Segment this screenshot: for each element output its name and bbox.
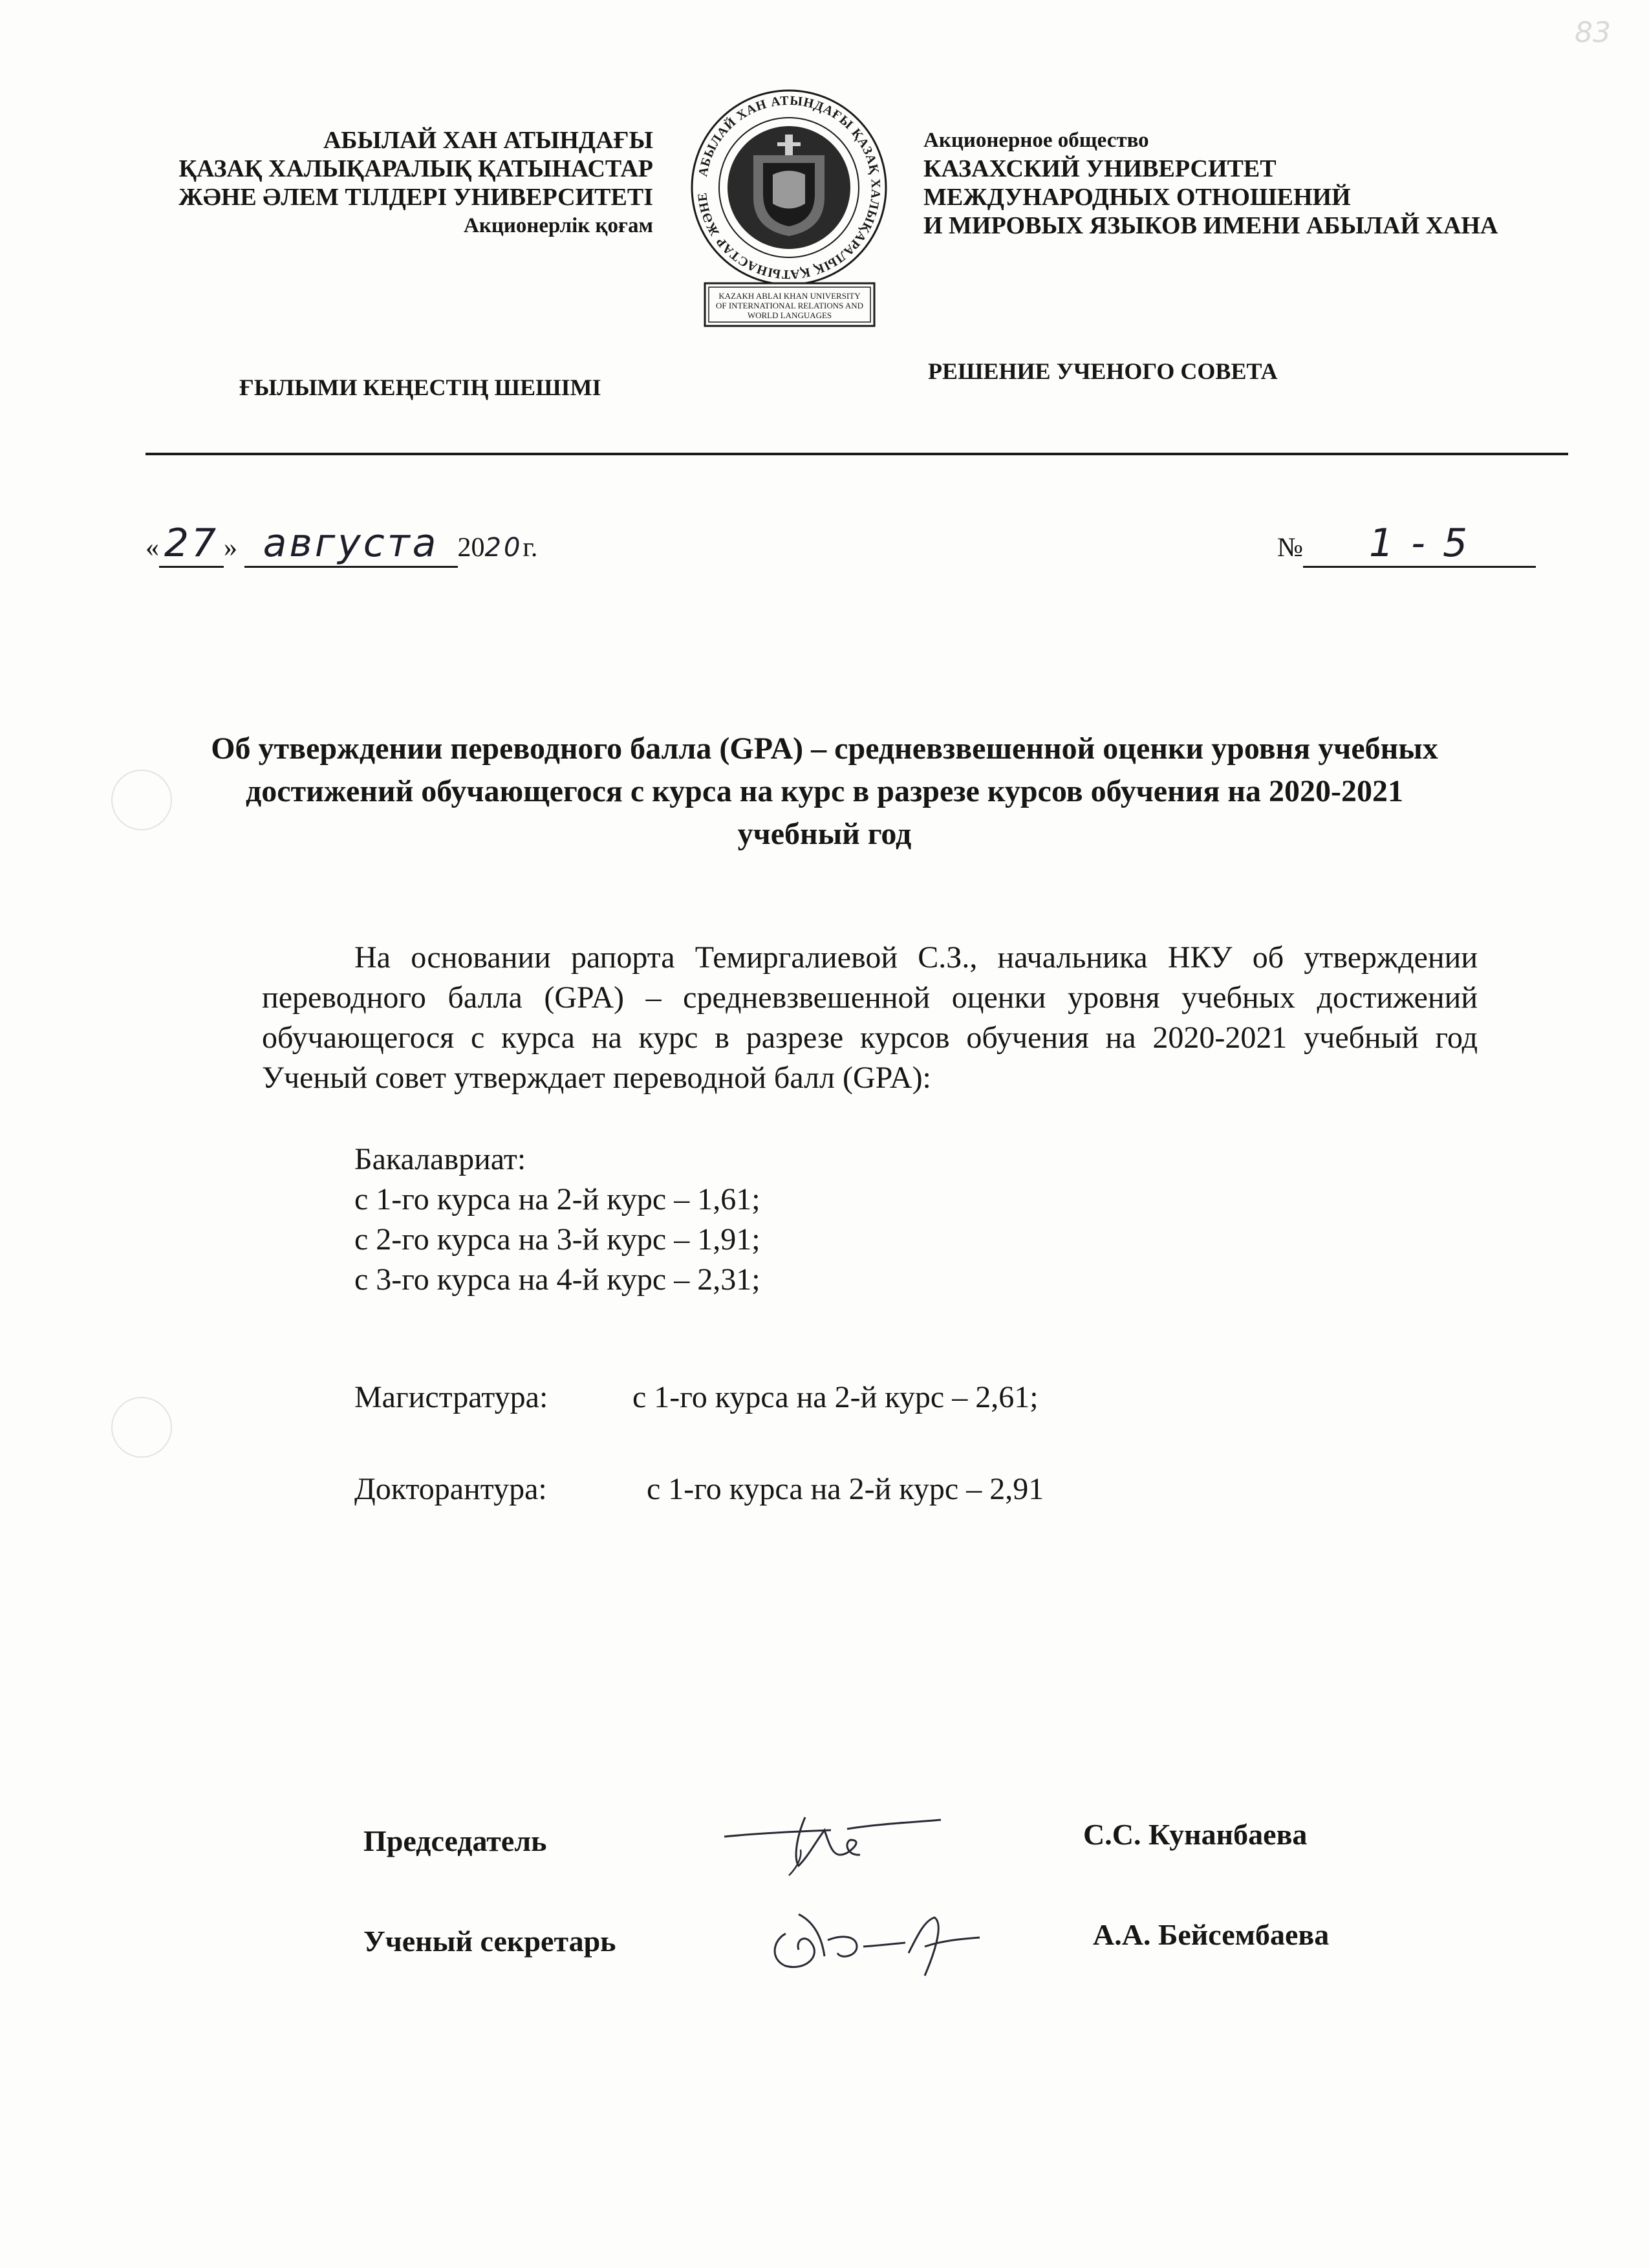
- document-date: « 27 » августа 2020г.: [146, 521, 537, 566]
- date-day: 27: [164, 521, 219, 566]
- handwritten-signature-chair: [718, 1804, 951, 1882]
- header-ru-line: И МИРОВЫХ ЯЗЫКОВ ИМЕНИ АБЫЛАЙ ХАНА: [923, 212, 1498, 239]
- date-year-end: г.: [523, 533, 538, 563]
- date-month: августа: [263, 521, 439, 566]
- date-year-prefix: 20: [457, 533, 485, 563]
- header-ru: [923, 126, 1602, 240]
- date-year-suffix: 20: [484, 533, 523, 563]
- doctoral-row: [354, 1469, 1044, 1509]
- header-ru-type: Акционерное общество: [923, 129, 1149, 152]
- document-number: [1277, 521, 1536, 568]
- signature-name-secretary: А.А. Бейсембаева: [1093, 1918, 1330, 1951]
- master-value: с 1-го курса на 2-й курс – 2,61;: [632, 1380, 1039, 1414]
- header-ru-line: МЕЖДУНАРОДНЫХ ОТНОШЕНИЙ: [923, 184, 1351, 211]
- signature-role-secretary: Ученый секретарь: [363, 1925, 616, 1958]
- body-paragraph: На основании рапорта Темиргалиевой С.З., начальника НКУ об утверждении переводного балла (GPA) – средневзвешенной оценки уровня учебных достижений обучающегося с курса на курс в разрезе курсов обучения на 2020-2021 учебный год Ученый совет утверждает переводной балл (GPA):: [262, 940, 1478, 1095]
- number-label: №: [1277, 533, 1304, 563]
- signature-name-chair: С.С. Кунанбаева: [1083, 1818, 1308, 1851]
- punch-hole: [111, 1397, 172, 1458]
- signature-role-chair: Председатель: [363, 1824, 547, 1857]
- header-kz-line: ҚАЗАҚ ХАЛЫҚАРАЛЫҚ ҚАТЫНАСТАР: [178, 155, 653, 182]
- bachelor-label: Бакалавриат:: [354, 1142, 526, 1176]
- handwritten-signature-secretary: [760, 1895, 993, 1985]
- doctoral-label: Докторантура:: [354, 1472, 547, 1506]
- master-label: Магистратура:: [354, 1380, 548, 1414]
- bachelor-item: с 3-го курса на 4-й курс – 2,31;: [354, 1262, 760, 1297]
- svg-text:АБЫЛАЙ ХАН АТЫНДАҒЫ ҚАЗАҚ ХАЛЫ: АБЫЛАЙ ХАН АТЫНДАҒЫ ҚАЗАҚ ХАЛЫҚАРАЛЫҚ ҚАТЫНАСТАР ЖӘНЕ: [695, 93, 883, 282]
- header-kz-line: ЖӘНЕ ӘЛЕМ ТІЛДЕРІ УНИВЕРСИТЕТІ: [178, 184, 653, 211]
- punch-hole: [111, 770, 172, 830]
- bachelor-item: с 1-го курса на 2-й курс – 1,61;: [354, 1182, 760, 1216]
- document-title: Об утверждении переводного балла (GPA) – средневзвешенной оценки уровня учебных достижений обучающегося с курса на курс в разрезе курсов обучения на 2020-2021 учебный год: [211, 731, 1438, 851]
- seal-plaque-line: WORLD LANGUAGES: [747, 310, 832, 320]
- header-kz: [97, 126, 653, 240]
- master-row: [354, 1377, 1039, 1418]
- decision-title-ru: РЕШЕНИЕ УЧЕНОГО СОВЕТА: [928, 358, 1278, 384]
- bachelor-item: с 2-го курса на 3-й курс – 1,91;: [354, 1222, 760, 1257]
- seal-plaque-line: OF INTERNATIONAL RELATIONS AND: [715, 301, 864, 310]
- header-divider: [146, 453, 1568, 455]
- seal-plaque-line: KAZAKH ABLAI KHAN UNIVERSITY: [718, 291, 861, 301]
- header-kz-type: Акционерлік қоғам: [464, 214, 653, 237]
- header-ru-line: КАЗАХСКИЙ УНИВЕРСИТЕТ: [923, 155, 1277, 182]
- header-kz-line: АБЫЛАЙ ХАН АТЫНДАҒЫ: [323, 127, 653, 154]
- university-seal-logo: [666, 84, 912, 330]
- number-value: 1 - 5: [1369, 521, 1471, 566]
- decision-title-kz: ҒЫЛЫМИ КЕҢЕСТІҢ ШЕШІМІ: [239, 374, 601, 400]
- page-number-mark: 83: [1575, 16, 1611, 49]
- doctoral-value: с 1-го курса на 2-й курс – 2,91: [647, 1472, 1044, 1506]
